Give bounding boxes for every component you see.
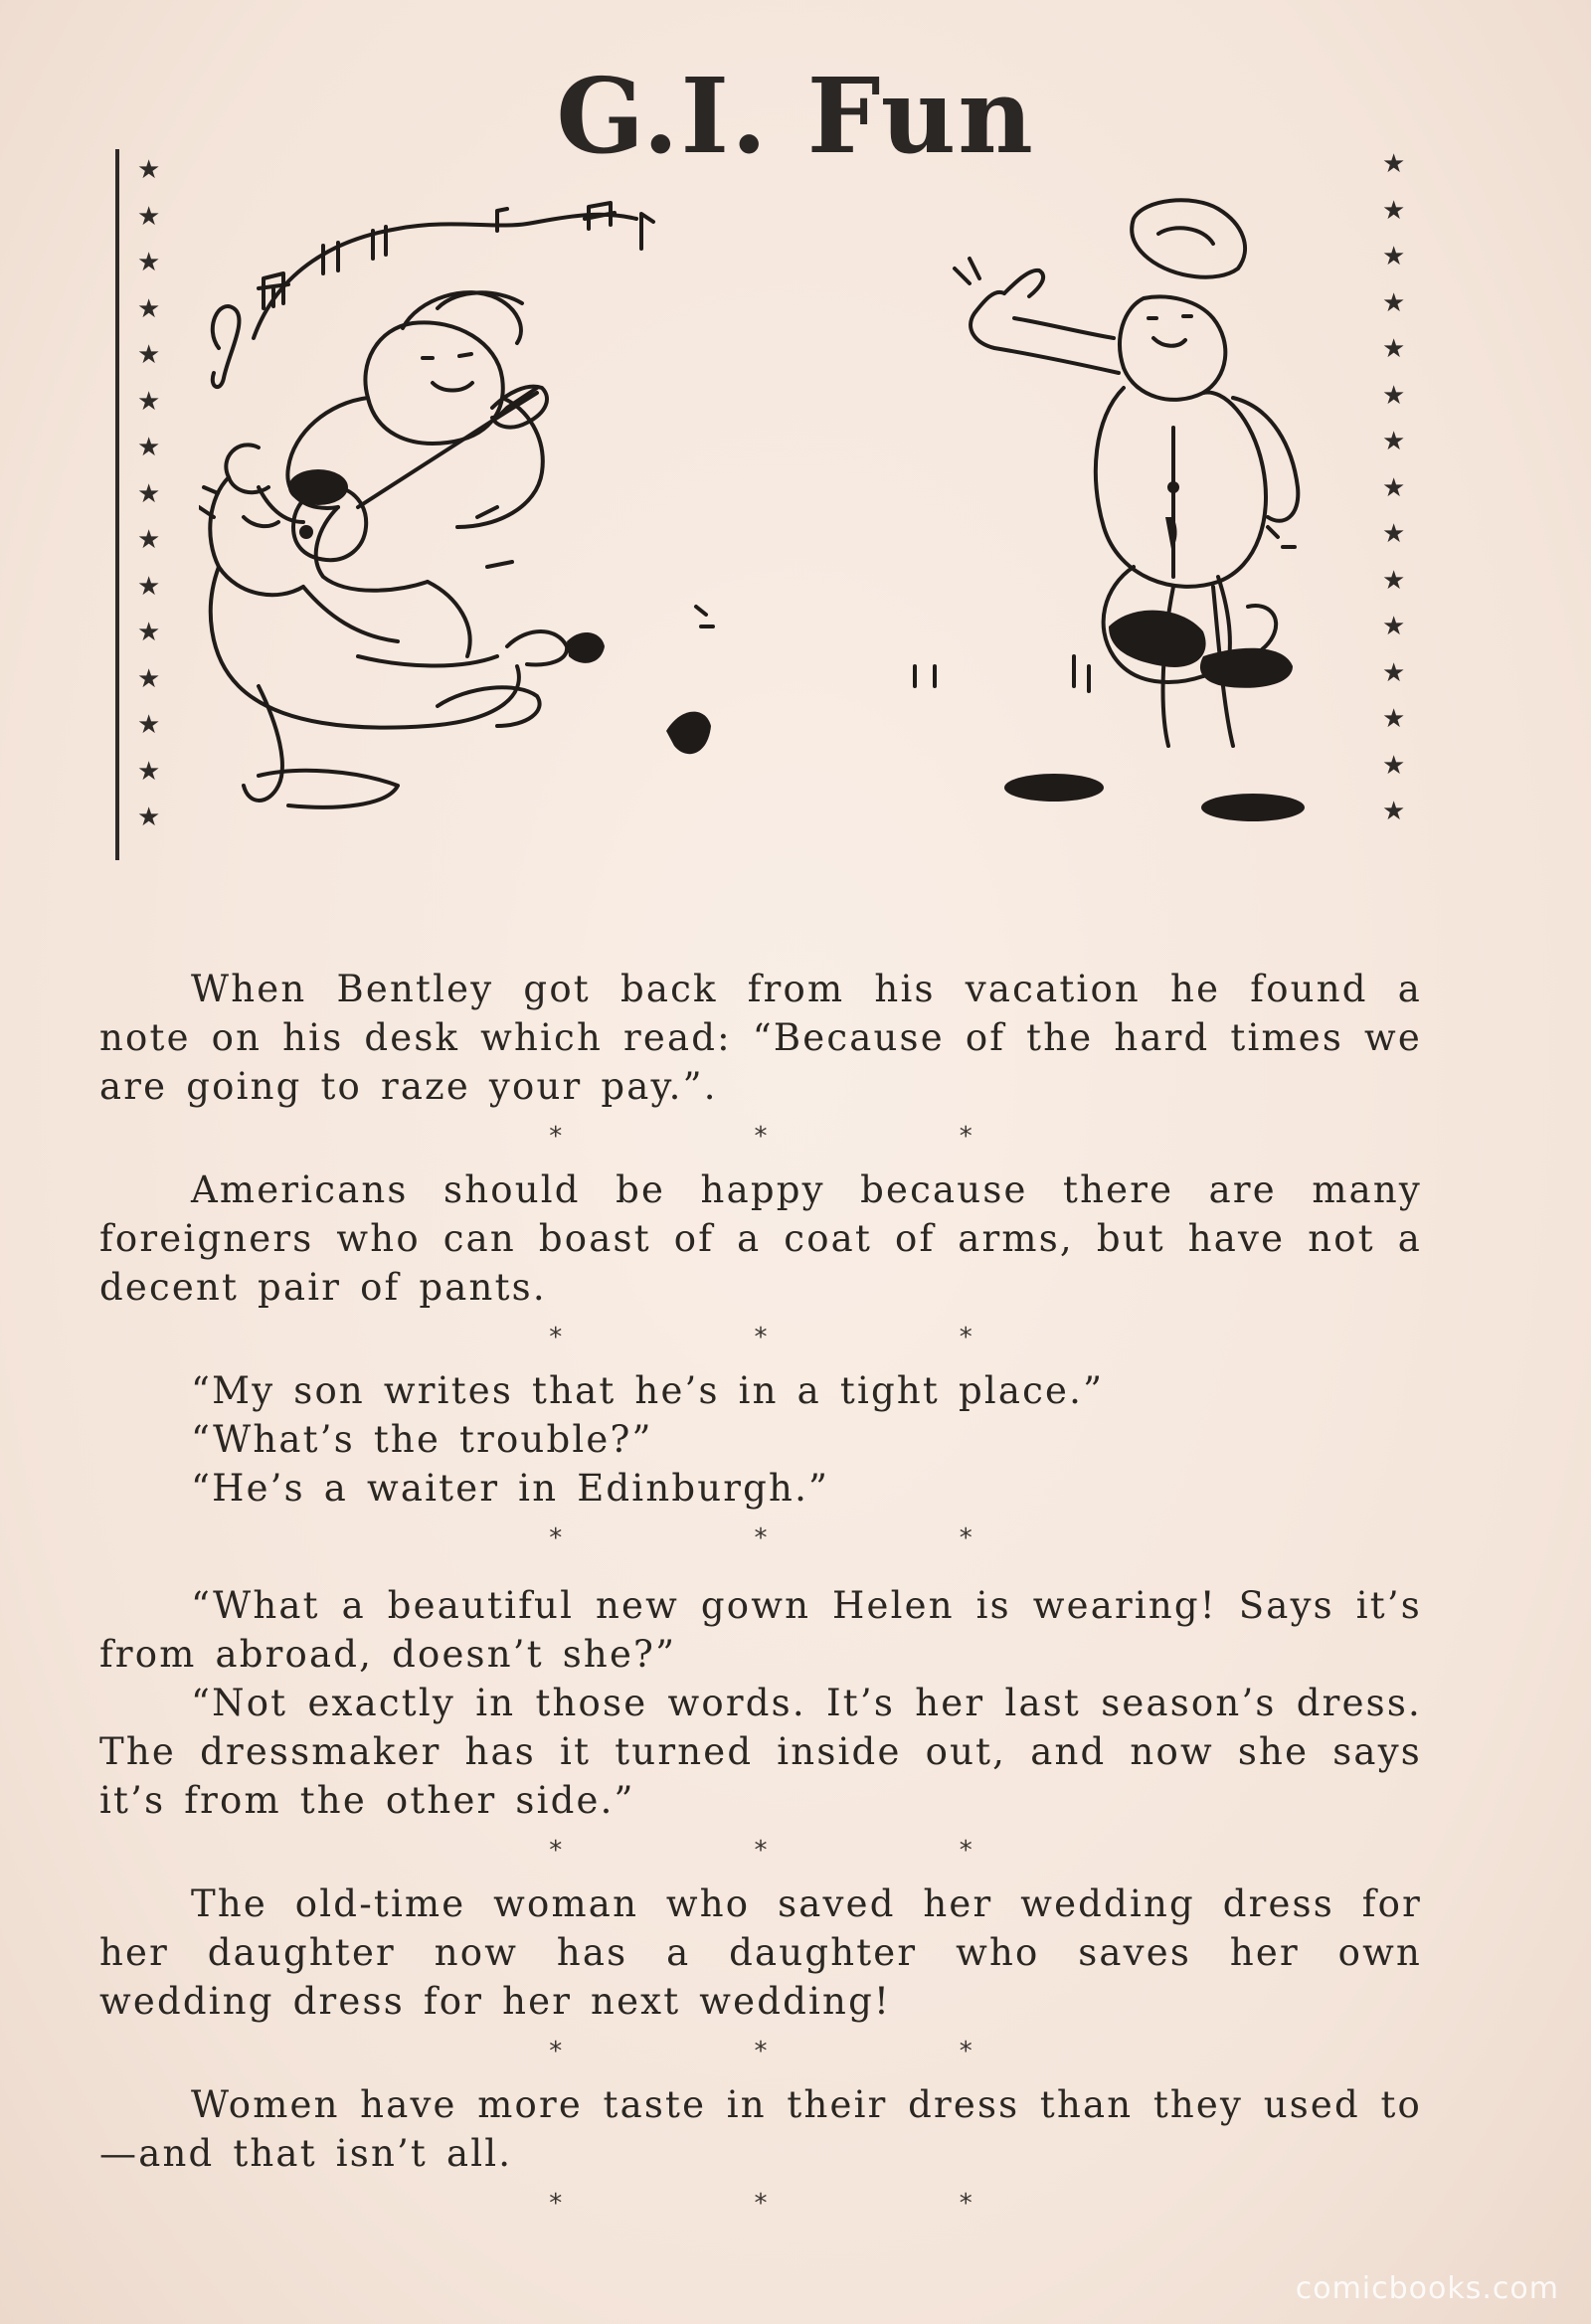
border-star-icon: ★ (1382, 797, 1406, 826)
border-star-icon: ★ (137, 478, 161, 509)
left-star-border (137, 147, 160, 841)
border-star-icon: ★ (137, 293, 161, 324)
joke-americans: Americans should be happy because there are many foreigners who can boast of a coat of arms, but have not a decent pair of pants. (99, 1168, 1422, 1309)
separator: * * * (549, 2037, 1062, 2066)
border-star-icon: ★ (1382, 657, 1406, 688)
border-star-icon: ★ (1382, 149, 1406, 179)
border-star-icon: ★ (1382, 565, 1406, 596)
border-star-icon: ★ (137, 433, 161, 462)
border-star-icon: ★ (137, 248, 161, 277)
joke-wedding-dress: The old-time woman who saved her wedding dress for her daughter now has a daughter who saves her own wedding dress for her next wedding! (99, 1882, 1422, 2023)
border-star-icon: ★ (1382, 195, 1406, 226)
separator: * * * (549, 2189, 1062, 2219)
border-star-icon: ★ (1382, 334, 1406, 364)
left-border-rule (115, 149, 119, 860)
border-star-icon: ★ (1382, 750, 1406, 781)
border-star-icon: ★ (1382, 287, 1406, 318)
dialogue-line: “What’s the trouble?” (191, 1418, 653, 1461)
separator: * * * (549, 1523, 1062, 1553)
border-star-icon: ★ (1382, 472, 1406, 503)
border-star-icon: ★ (137, 710, 161, 740)
dialogue-line: “He’s a waiter in Edinburgh.” (191, 1467, 830, 1510)
dialogue-line: “Not exactly in those words. It’s her last season’s dress. The dressmaker has it turned inside out, and now she says it’s from the other side.” (99, 1682, 1422, 1822)
border-star-icon: ★ (1382, 427, 1406, 456)
joke-bentley: When Bentley got back from his vacation he found a note on his desk which read: “Because of the hard times we are going to raze your pay.”. (99, 968, 1422, 1108)
border-star-icon: ★ (1382, 704, 1406, 734)
cartoon-dancing-man-illustration (875, 189, 1323, 835)
right-star-border (1382, 141, 1405, 835)
separator: * * * (549, 1323, 1062, 1352)
separator: * * * (549, 1836, 1062, 1866)
border-star-icon: ★ (137, 803, 161, 832)
site-watermark: comicbooks.com (1295, 2271, 1559, 2306)
border-star-icon: ★ (1382, 612, 1406, 641)
border-star-icon: ★ (137, 201, 161, 232)
border-star-icon: ★ (137, 340, 161, 370)
border-star-icon: ★ (137, 525, 161, 555)
separator: * * * (549, 1122, 1062, 1152)
border-star-icon: ★ (1382, 242, 1406, 271)
border-star-icon: ★ (137, 386, 161, 417)
dialogue-line: “What a beautiful new gown Helen is wearing! Says it’s from abroad, doesn’t she?” (99, 1584, 1422, 1676)
border-star-icon: ★ (137, 571, 161, 602)
cartoon-banjo-player-illustration (199, 189, 756, 865)
joke-women-taste: Women have more taste in their dress than they used to—and that isn’t all. (99, 2083, 1422, 2175)
border-star-icon: ★ (137, 155, 161, 185)
border-star-icon: ★ (137, 663, 161, 694)
border-star-icon: ★ (1382, 519, 1406, 549)
page-title: G.I. Fun (556, 55, 1035, 177)
border-star-icon: ★ (137, 756, 161, 787)
jokes-text (99, 965, 1422, 2233)
dialogue-line: “My son writes that he’s in a tight place.” (191, 1369, 1105, 1412)
border-star-icon: ★ (137, 618, 161, 647)
border-star-icon: ★ (1382, 380, 1406, 411)
